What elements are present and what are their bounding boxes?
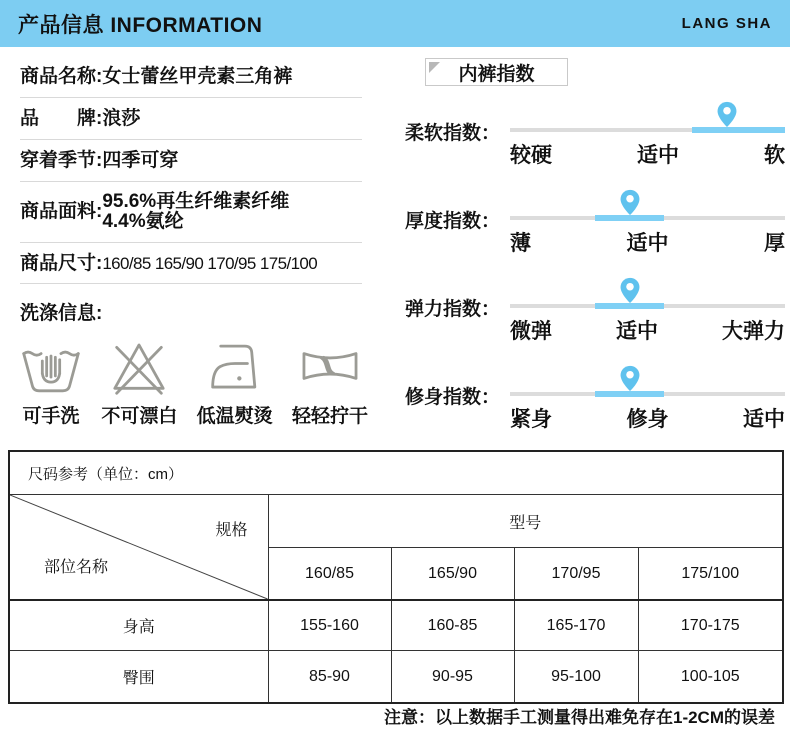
thickness-index-label: 厚度指数： [405,211,501,232]
softness-index-track [510,89,785,177]
fit-options [510,403,785,433]
brand-row [20,98,362,140]
season-value: 四季可穿 [102,149,179,171]
option-label: 软 [764,144,785,167]
softness-index-row [405,89,787,177]
table-row-height [9,600,783,651]
size-value: 160/85 165/90 170/95 175/100 [102,253,318,273]
elasticity-index-label: 弹力指数： [405,299,501,320]
value-cell: 90-95 [391,651,514,704]
value-cell: 95-100 [514,651,638,704]
wash-label-wring: 轻轻拧干 [291,406,368,428]
thickness-index-row [405,177,787,265]
wash-label-no-bleach: 不可漂白 [101,406,178,428]
table-caption: 尺码参考（单位：cm） [9,451,783,495]
track-line [510,304,785,308]
fabric-label: 商品面料: [20,201,103,223]
fabric-line-1: 95.6%再生纤维素纤维 [102,190,290,212]
hand-wash-icon [20,335,82,397]
track-line [510,216,785,220]
size-cell: 170/95 [514,548,638,601]
table-header-row [9,495,783,548]
measurement-note: 注意：以上数据手工测量得出难免存在1-2CM的误差 [383,708,775,727]
wash-icons-row [20,335,368,428]
size-row [20,243,362,285]
row-name-cell: 身高 [9,600,268,651]
softness-options [510,139,785,169]
spec-corner-label: 规格 [215,522,248,539]
size-cell: 160/85 [268,548,391,601]
value-cell: 155-160 [268,600,391,651]
option-label: 适中 [743,408,785,431]
table-caption-row [9,451,783,495]
size-reference-table [8,450,784,704]
option-label: 适中 [616,320,658,343]
track-line [510,128,785,132]
option-label: 适中 [626,232,669,255]
option-label: 较硬 [510,144,552,167]
row-name-cell: 臀围 [9,651,268,704]
season-row [20,140,362,182]
brand-value: 浪莎 [102,107,141,129]
product-name-row [20,56,362,98]
product-name-label: 商品名称: [20,66,103,87]
brand-logo-text: LANG SHA [681,15,772,32]
option-label: 微弹 [510,320,552,343]
fabric-value [102,192,289,233]
elasticity-options [510,315,785,345]
wash-label-hand-wash: 可手洗 [22,406,80,428]
fit-index-track [510,353,785,441]
diagonal-header-cell [9,495,268,601]
option-label: 厚 [764,232,785,255]
value-cell: 165-170 [514,600,638,651]
iron-low-temp-icon [204,335,266,397]
value-cell: 170-175 [638,600,783,651]
folded-corner-icon [429,62,440,73]
option-label: 大弹力 [722,320,785,343]
diagonal-line [10,495,268,599]
option-label: 薄 [510,232,531,255]
product-name-value: 女士蕾丝甲壳素三角裤 [102,66,293,87]
location-pin-icon [716,101,738,128]
track-line [510,392,785,396]
size-label: 商品尺寸: [20,252,103,274]
index-panel-title-box [425,58,568,86]
index-panel-title: 内裤指数 [458,63,535,85]
thickness-options [510,227,785,257]
softness-index-label: 柔软指数： [405,123,501,144]
table-row-hip [9,651,783,704]
option-label: 修身 [626,408,669,431]
page-header [0,0,790,47]
fabric-row [20,182,362,243]
model-header-cell: 型号 [268,495,783,548]
size-cell: 165/90 [391,548,514,601]
season-label: 穿着季节: [20,149,103,171]
product-info-section [20,56,368,428]
location-pin-icon [619,365,641,392]
track-active-segment [692,127,786,133]
value-cell: 85-90 [268,651,391,704]
option-label: 适中 [637,144,679,167]
location-pin-icon [619,277,641,304]
size-cell: 175/100 [638,548,783,601]
elasticity-index-row [405,265,787,353]
thickness-index-track [510,177,785,265]
fit-index-label: 修身指数： [405,387,501,408]
fit-index-row [405,353,787,441]
wring-gently-icon [299,335,361,397]
no-bleach-icon [108,335,170,397]
part-name-corner-label: 部位名称 [44,559,109,576]
brand-label: 品 牌: [20,107,103,129]
wash-item-iron-low [197,335,273,428]
option-label: 紧身 [510,408,552,431]
value-cell: 160-85 [391,600,514,651]
value-cell: 100-105 [638,651,783,704]
location-pin-icon [619,189,641,216]
wash-item-no-bleach [101,335,177,428]
wash-item-wring [292,335,368,428]
wash-item-hand-wash [20,335,82,428]
wash-info-title: 洗涤信息: [20,303,103,325]
underwear-index-panel [405,58,787,441]
index-rows [405,89,787,441]
wash-label-iron-low: 低温熨烫 [196,406,273,428]
page-title: 产品信息 INFORMATION [18,13,263,37]
fabric-line-2: 4.4%氨纶 [102,211,184,233]
elasticity-index-track [510,265,785,353]
